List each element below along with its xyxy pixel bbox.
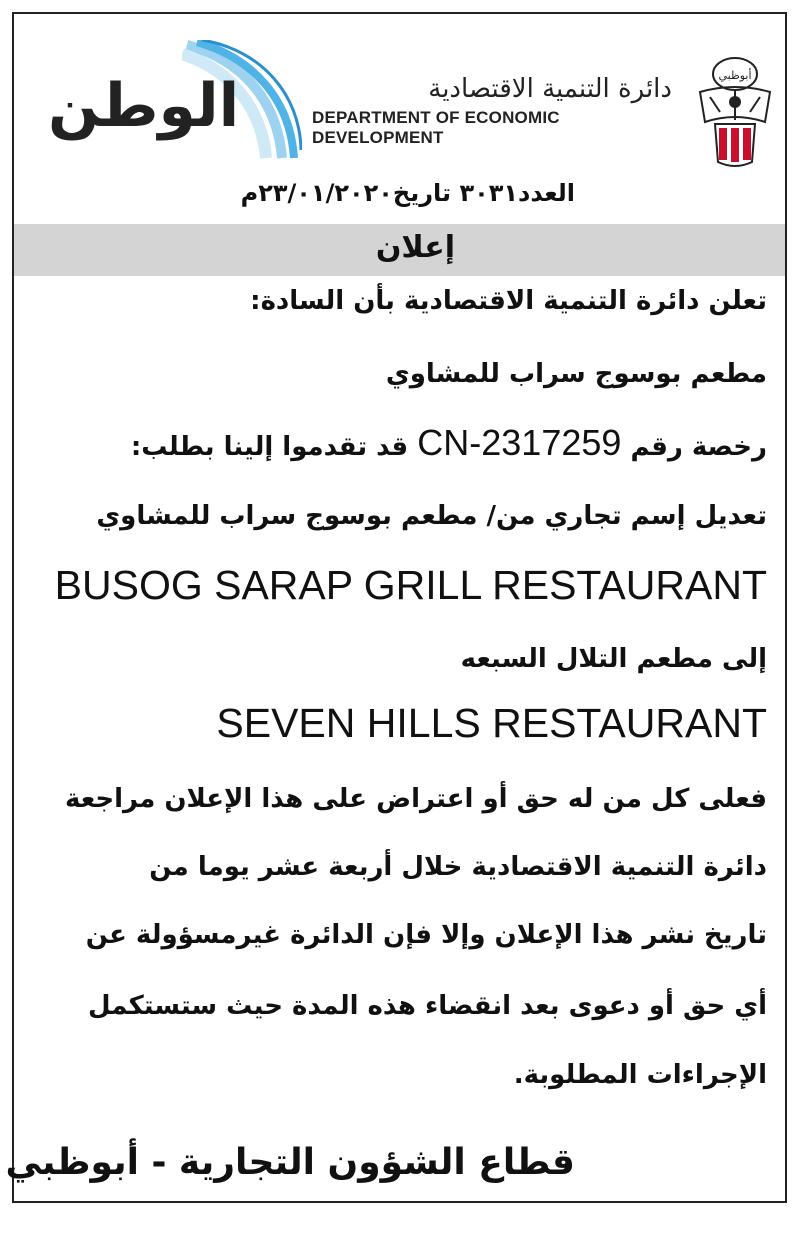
issue-date-line: العدد٣٠٣١ تاريخ٢٣/٠١/٢٠٢٠م: [240, 179, 575, 207]
announcement-title: إعلان: [375, 230, 455, 265]
alwatan-logo: [32, 36, 282, 156]
title-banner: [14, 224, 785, 276]
notice-line: الإجراءات المطلوبة.: [513, 1060, 767, 1090]
license-prefix: رخصة رقم: [630, 432, 767, 462]
logo-text: الوطن: [48, 71, 240, 141]
notice-line: فعلى كل من له حق أو اعتراض على هذا الإعلان مراجعة: [64, 784, 767, 814]
change-to-line: إلى مطعم التلال السبعه: [460, 644, 767, 674]
header: [14, 14, 785, 179]
license-number: CN-2317259: [417, 422, 622, 463]
change-from-line: تعديل إسم تجاري من/ مطعم بوسوج سراب للمشاوي: [96, 501, 767, 531]
notice-line: دائرة التنمية الاقتصادية خلال أربعة عشر يوما من: [149, 852, 767, 882]
abu-dhabi-emblem-icon: [690, 52, 780, 172]
department-name: [312, 74, 692, 148]
old-name-english: BUSOG SARAP GRILL RESTAURANT: [54, 562, 767, 608]
new-name-english: SEVEN HILLS RESTAURANT: [216, 700, 767, 746]
department-name-english: DEPARTMENT OF ECONOMIC DEVELOPMENT: [312, 108, 560, 147]
emblem-text: أبوظبي: [718, 69, 752, 82]
announcement-frame: [5, 12, 787, 1203]
company-name-arabic: مطعم بوسوج سراب للمشاوي: [385, 359, 767, 389]
notice-line: تاريخ نشر هذا الإعلان وإلا فإن الدائرة غيرمسؤولة عن: [85, 920, 767, 950]
department-name-arabic: دائرة التنمية الاقتصادية: [428, 74, 672, 104]
signature-line: قطاع الشؤون التجارية - أبوظبي: [5, 1142, 575, 1183]
notice-line: أي حق أو دعوى بعد انقضاء هذه المدة حيث ستستكمل: [88, 991, 767, 1021]
intro-line: تعلن دائرة التنمية الاقتصادية بأن السادة:: [250, 286, 767, 316]
license-suffix: قد تقدموا إلينا بطلب:: [130, 432, 409, 462]
license-line: [131, 422, 767, 464]
